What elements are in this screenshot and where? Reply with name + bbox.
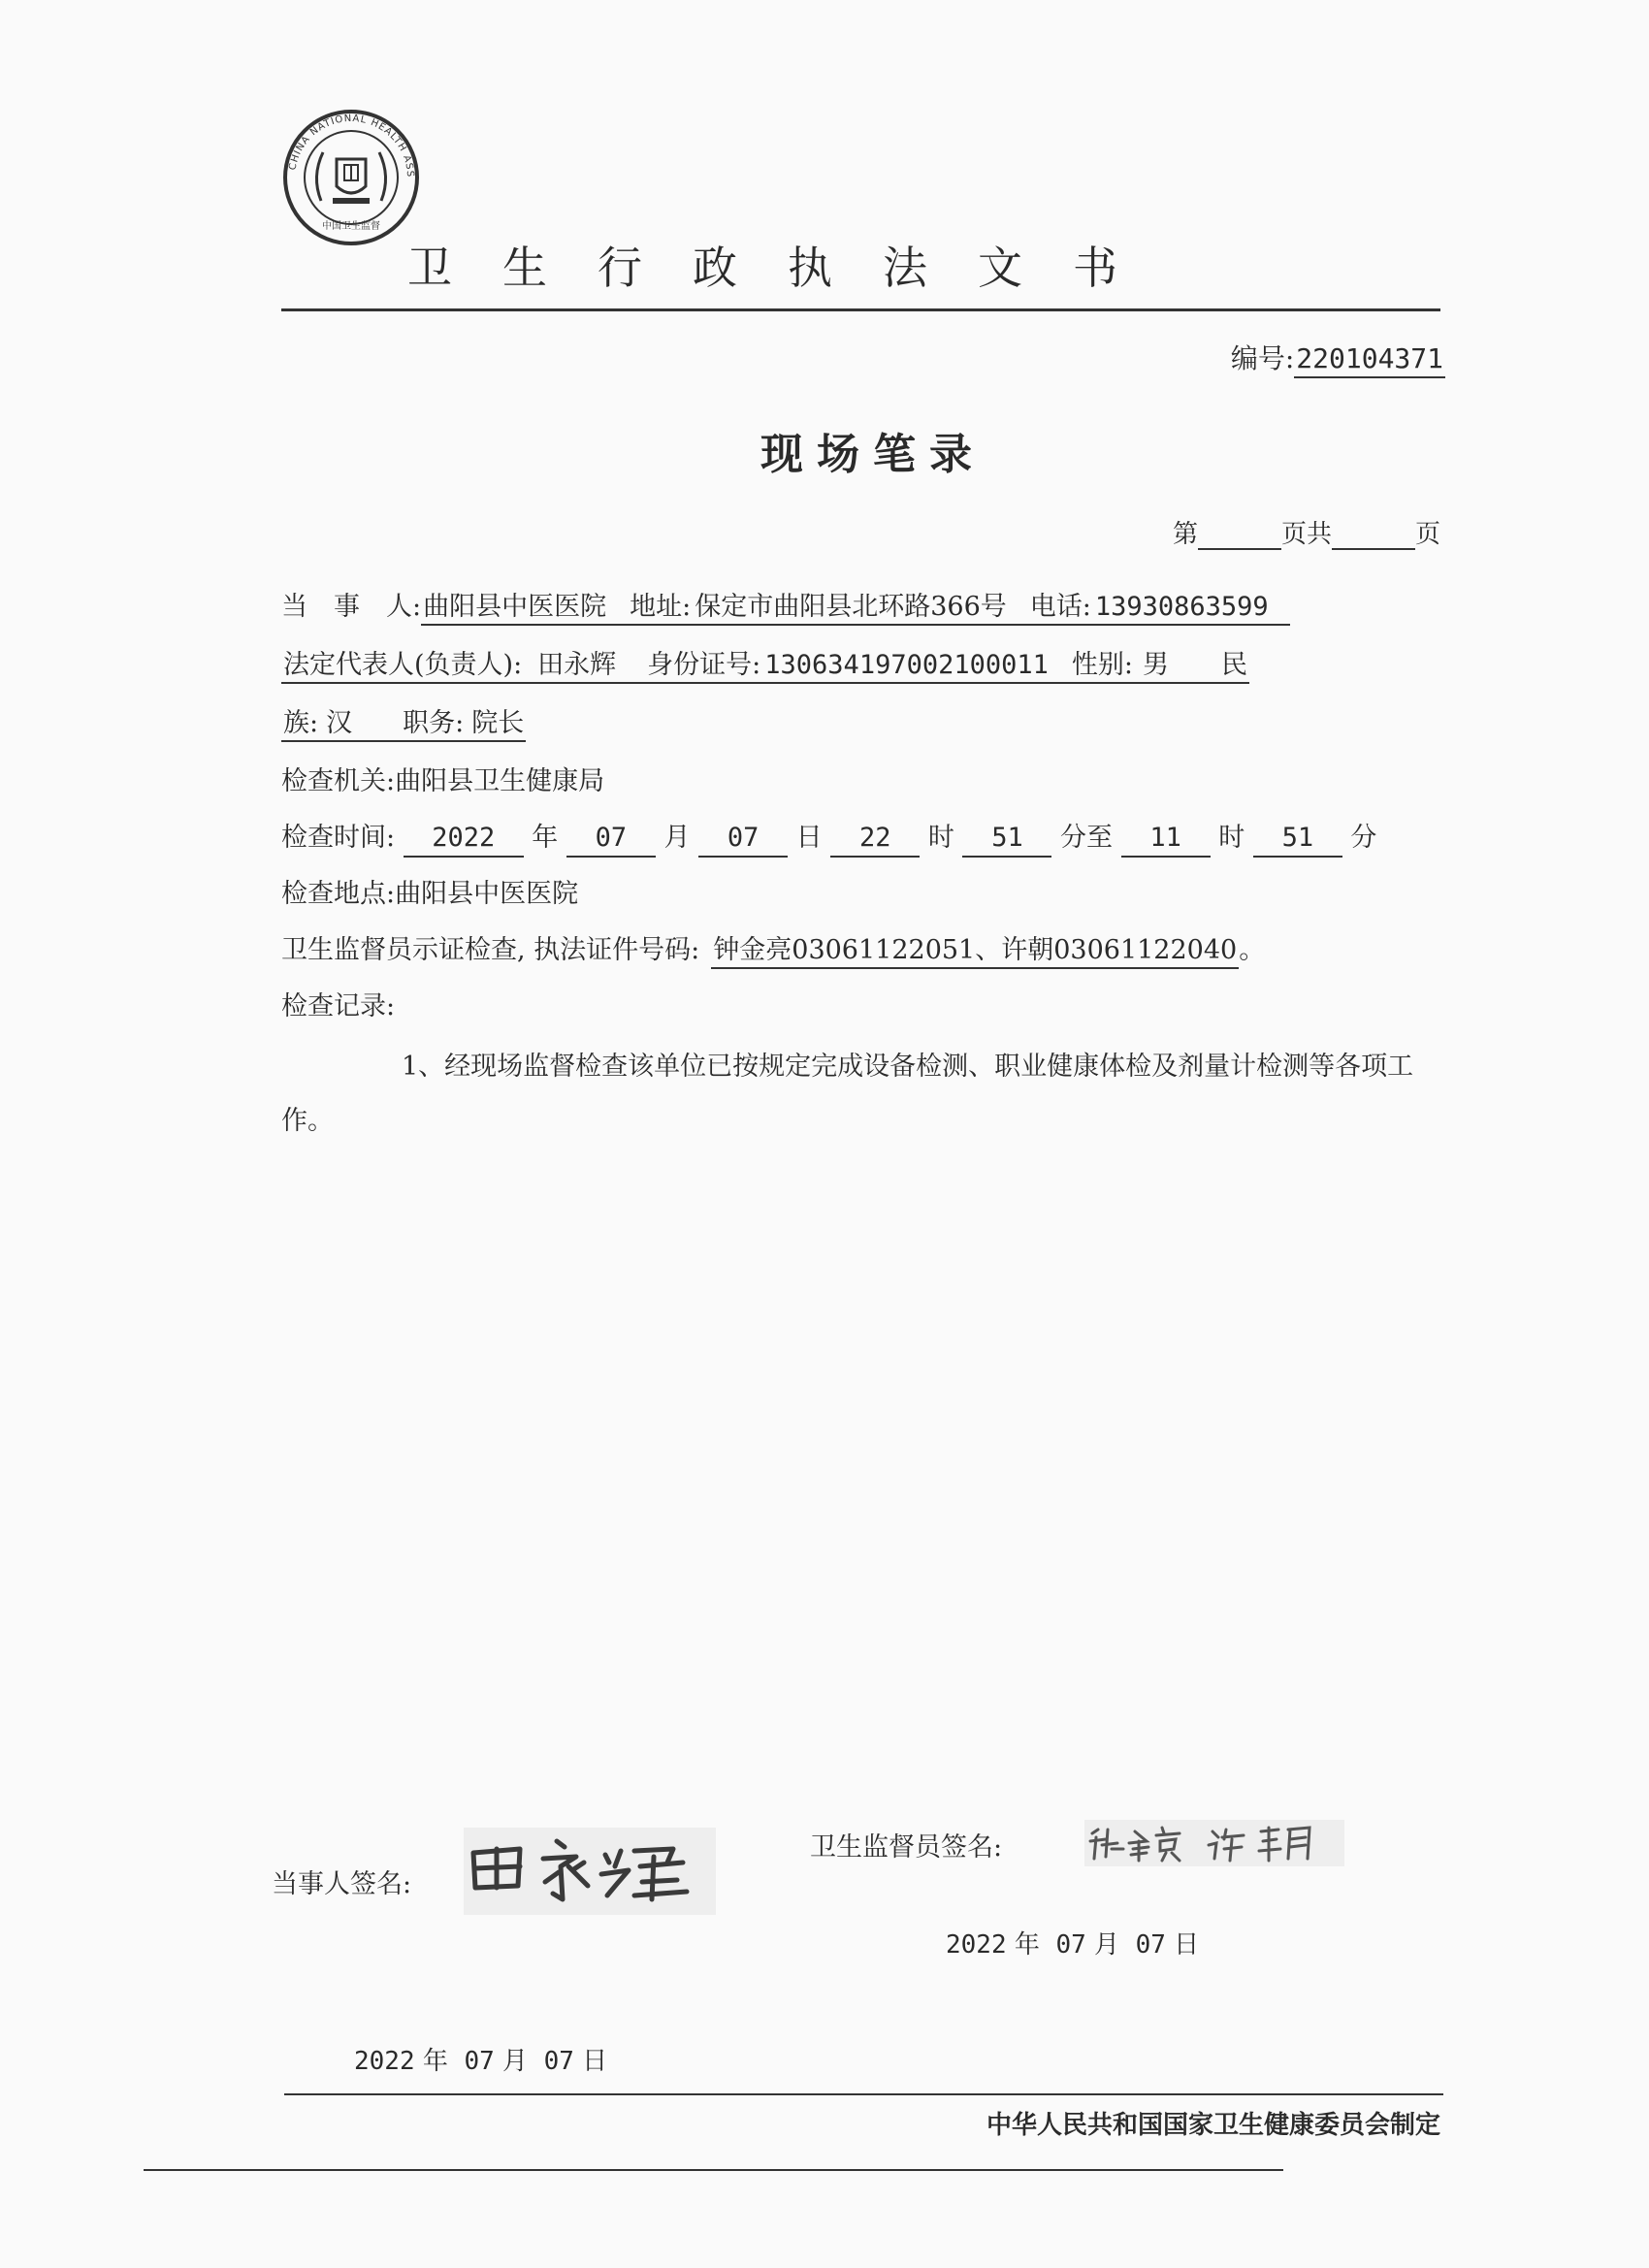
day-unit: 日 [795, 823, 823, 853]
start-hour-value: 22 [830, 821, 920, 858]
location-value: 曲阳县中医医院 [395, 879, 579, 909]
inspector-date [946, 1925, 1199, 1960]
end-hour-value: 11 [1121, 821, 1211, 858]
gender-value: 男 [1135, 650, 1219, 684]
position-value: 院长 [466, 708, 526, 742]
document-number [1231, 338, 1445, 376]
credentials-line [281, 933, 1265, 968]
party-signature [464, 1828, 716, 1915]
bottom-divider [144, 2169, 1283, 2171]
start-minute-value: 51 [962, 821, 1051, 858]
party-address: 保定市曲阳县北环路366号 [693, 592, 1028, 626]
inspection-time-line [281, 821, 1376, 858]
credentials-end: 。 [1239, 935, 1266, 965]
representative-line [281, 648, 1249, 683]
party-date-day-unit: 日 [582, 2047, 608, 2076]
party-label: 当 事 人: [281, 592, 422, 622]
health-supervision-seal-icon [282, 109, 420, 246]
year-unit: 年 [532, 823, 559, 853]
agency-line [281, 764, 604, 799]
footer-divider [284, 2093, 1443, 2095]
month-unit: 月 [663, 823, 691, 853]
party-phone: 13930863599 [1093, 592, 1290, 626]
number-value: 220104371 [1294, 342, 1445, 378]
inspector-date-day-unit: 日 [1174, 1930, 1200, 1960]
credentials-value: 钟金亮03061122051、许朝03061122040 [711, 935, 1239, 969]
hour-unit: 时 [927, 823, 954, 853]
document-title: 卫生行政执法文书 [407, 242, 1168, 294]
inspector-date-year-unit: 年 [1014, 1930, 1040, 1960]
title-divider [281, 308, 1440, 311]
page-prefix: 第 [1172, 520, 1198, 549]
inspector-signature-handwriting-icon [1084, 1820, 1344, 1866]
inspection-record-text: 1、经现场监督检查该单位已按规定完成设备检测、职业健康体检及剂量计检测等各项工作。 [281, 1052, 1414, 1136]
seal-ring-text: CHINA NATIONAL HEALTH ASS [287, 113, 416, 178]
inspector-date-year: 2022 [946, 1930, 1007, 1960]
record-label: 检查记录: [281, 991, 396, 1021]
page-total-blank [1332, 523, 1415, 550]
ethnicity-position-line [281, 706, 526, 741]
gender-label: 性别: [1070, 650, 1135, 684]
party-date-year: 2022 [354, 2047, 415, 2076]
position-label: 职务: [401, 708, 466, 742]
inspector-signature-label: 卫生监督员签名: [810, 1832, 1003, 1863]
location-line [281, 877, 578, 912]
agency-value: 曲阳县卫生健康局 [395, 766, 605, 796]
party-name: 曲阳县中医医院 [421, 592, 628, 626]
ethnicity-value: 汉 [320, 708, 401, 742]
minute-unit: 分 [1350, 823, 1377, 853]
inspector-date-day: 07 [1135, 1930, 1166, 1960]
inspector-signature [1084, 1820, 1344, 1866]
rep-label: 法定代表人(负责人): [281, 650, 524, 684]
party-signature-label: 当事人签名: [272, 1869, 412, 1899]
time-label: 检查时间: [281, 823, 396, 853]
party-line [281, 590, 1290, 625]
party-date-year-unit: 年 [422, 2047, 448, 2076]
agency-label: 检查机关: [281, 766, 396, 796]
inspector-date-month: 07 [1055, 1930, 1086, 1960]
address-label: 地址: [628, 592, 693, 626]
rep-name: 田永辉 [524, 650, 645, 684]
party-date [354, 2041, 607, 2077]
month-value: 07 [566, 821, 656, 858]
party-date-month: 07 [464, 2047, 495, 2076]
hour-unit-2: 时 [1218, 823, 1245, 853]
id-number: 130634197002100011 [762, 650, 1070, 684]
issuer-text: 中华人民共和国国家卫生健康委员会制定 [986, 2111, 1440, 2140]
seal-bottom-text: 中国卫生监督 [322, 221, 380, 232]
page-number-blank [1198, 523, 1281, 550]
credentials-label: 卫生监督员示证检查, 执法证件号码: [281, 935, 700, 965]
party-date-month-unit: 月 [502, 2047, 529, 2076]
year-value: 2022 [404, 821, 524, 858]
end-minute-value: 51 [1253, 821, 1342, 858]
ethnicity-label-part1: 民 [1219, 650, 1249, 684]
party-signature-handwriting-icon [464, 1828, 716, 1915]
number-label: 编号: [1230, 342, 1295, 374]
location-label: 检查地点: [281, 879, 396, 909]
page-numbering [1173, 514, 1440, 550]
day-value: 07 [698, 821, 788, 858]
id-label: 身份证号: [645, 650, 762, 684]
party-date-day: 07 [543, 2047, 574, 2076]
minute-to-unit: 分至 [1060, 823, 1114, 853]
inspector-date-month-unit: 月 [1094, 1930, 1120, 1960]
phone-label: 电话: [1028, 592, 1093, 626]
ethnicity-label-part2: 族: [281, 708, 320, 742]
form-subtitle: 现场笔录 [760, 430, 986, 479]
page-middle: 页共 [1280, 520, 1332, 549]
page-suffix: 页 [1414, 520, 1440, 549]
